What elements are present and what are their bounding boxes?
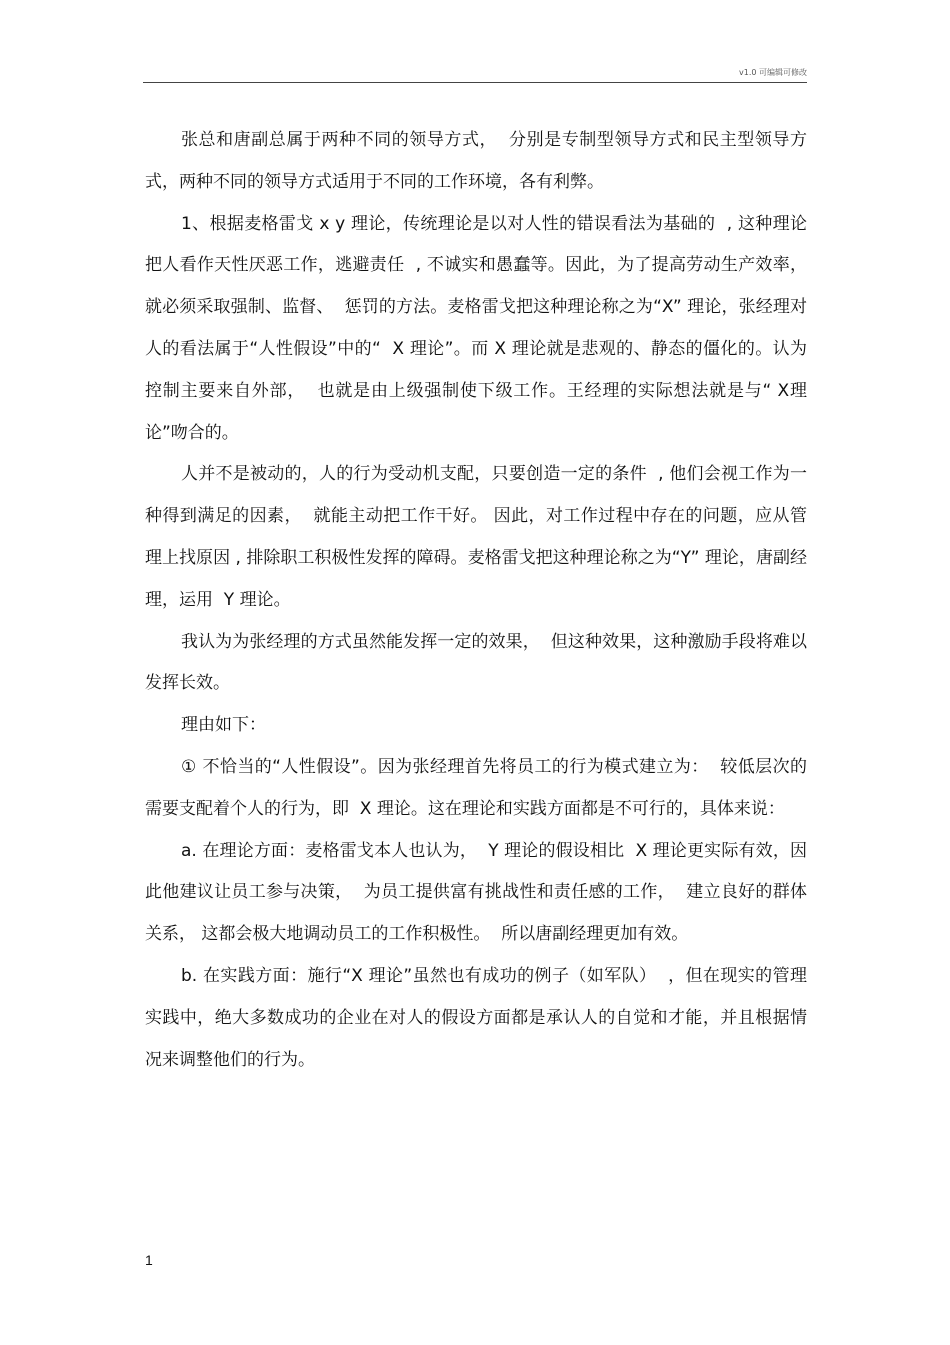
paragraph-intro: 张总和唐副总属于两种不同的领导方式， 分别是专制型领导方式和民主型领导方式，两种不同的领导方式适用于不同的工作环境，各有利弊。 <box>145 130 807 192</box>
page-number: 1 <box>145 1252 153 1268</box>
paragraph-reason-1: ① 不恰当的“人性假设”。因为张经理首先将员工的行为模式建立为： 较低层次的需要支配着个人的行为，即 X 理论。这在理论和实践方面都是不可行的，具体来说： <box>145 756 807 819</box>
paragraph-opinion: 我认为为张经理的方式虽然能发挥一定的效果， 但这种效果，这种激励手段将难以发挥长效。 <box>145 631 807 694</box>
header-divider <box>143 82 807 83</box>
document-body <box>145 120 807 1081</box>
paragraph-reason-1a: a. 在理论方面：麦格雷戈本人也认为， Y 理论的假设相比 X 理论更实际有效，因此他建议让员工参与决策， 为员工提供富有挑战性和责任感的工作， 建立良好的群体关系， 这都会极大地调动员工的工作积极性。 所以唐副经理更加有效。 <box>145 840 807 945</box>
paragraph-y-theory: 人并不是被动的，人的行为受动机支配，只要创造一定的条件 , 他们会视工作为一种得到满足的因素， 就能主动把工作干好。 因此，对工作过程中存在的问题，应从管理上找原因 , 排除职工积极性发挥的障碍。麦格雷戈把这种理论称之为“Y” 理论，唐副经理，运用 Y 理论。 <box>145 464 807 610</box>
header-version-note: v1.0 可编辑可修改 <box>739 68 807 77</box>
paragraph-x-theory: 1、根据麦格雷戈 x y 理论，传统理论是以对人性的错误看法为基础的 , 这种理论把人看作天性厌恶工作，逃避责任 , 不诚实和愚蠢等。因此，为了提高劳动生产效率，就必须采取强制、监督、 惩罚的方法。麦格雷戈把这种理论称之为“X” 理论，张经理对人的看法属于“人性假设”中的“ X 理论”。而 X 理论就是悲观的、静态的僵化的。认为控制主要来自外部， 也就是由上级强制使下级工作。王经理的实际想法就是与“ X理论”吻合的。 <box>145 213 807 443</box>
paragraph-reasons-heading: 理由如下： <box>181 715 266 736</box>
paragraph-reason-1b: b. 在实践方面：施行“X 理论”虽然也有成功的例子（如军队） ，但在现实的管理实践中，绝大多数成功的企业在对人的假设方面都是承认人的自觉和才能，并且根据情况来调整他们的行为。 <box>145 965 807 1070</box>
